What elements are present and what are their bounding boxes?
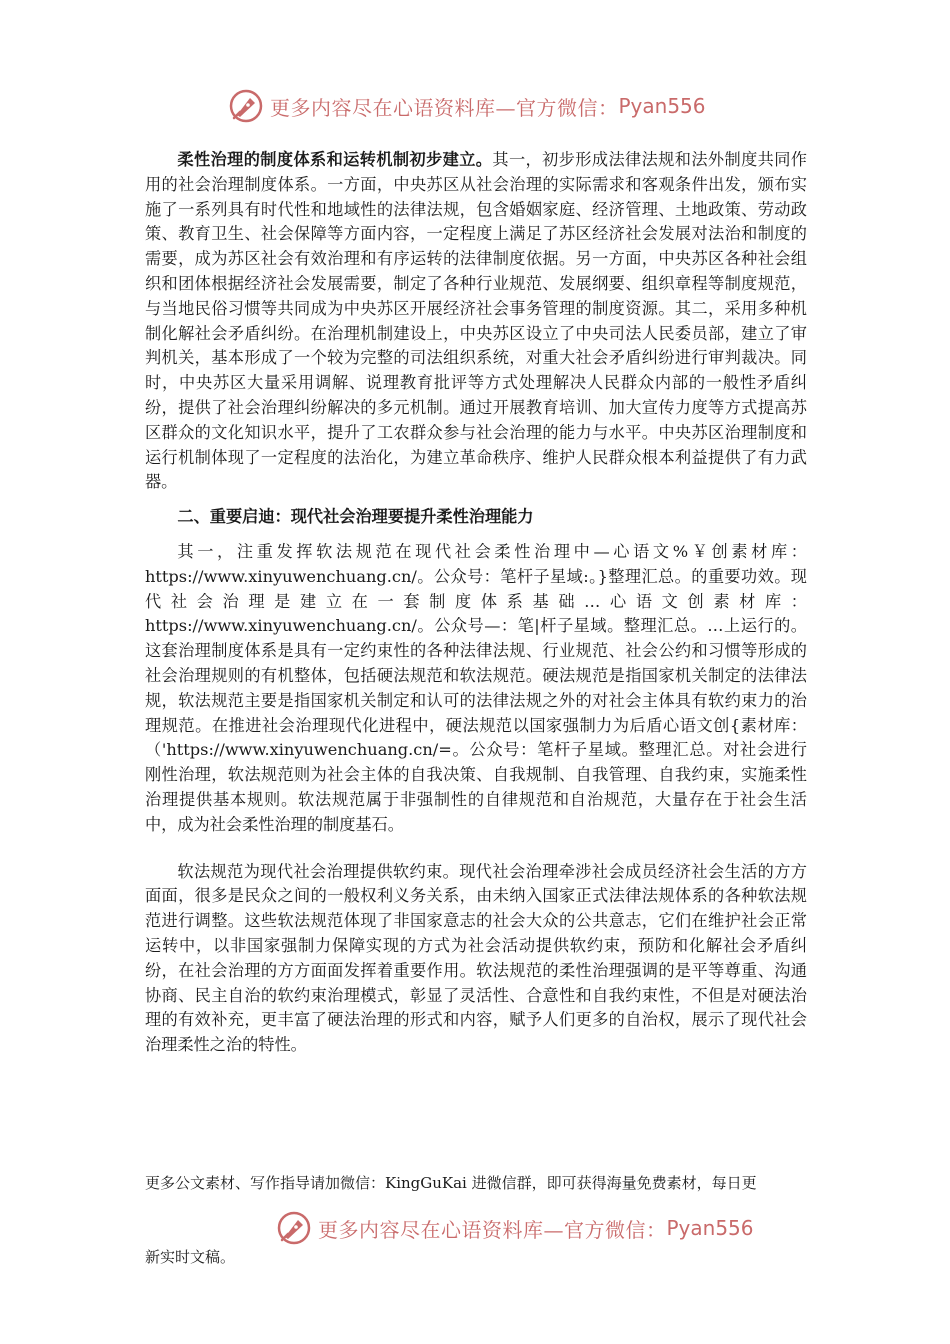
section-heading-2: 二、重要启迪：现代社会治理要提升柔性治理能力 [177,507,534,527]
header-watermark-banner [228,86,706,126]
banner-text: 更多内容尽在心语资料库—官方微信： [318,1217,667,1242]
footer-watermark-banner [276,1208,754,1248]
footer-note-line-2: 新实时文稿。 [145,1248,236,1266]
pen-nib-logo-icon [276,1210,312,1246]
paragraph-1 [145,148,807,495]
paragraph-1-bold-lead: 柔性治理的制度体系和运转机制初步建立。 [177,150,493,169]
paragraph-3: 软法规范为现代社会治理提供软约束。现代社会治理牵涉社会成员经济社会生活的方方面面，很多是民众之间的一般权利义务关系，由未纳入国家正式法律法规体系的各种软法规范进行调整。这些软法规范体现了非国家意志的社会大众的公共意志，它们在维护社会正常运转中，以非国家强制力保障实现的方式为社会活动提供软约束，预防和化解社会矛盾纠纷，在社会治理的方方面面发挥着重要作用。软法规范的柔性治理强调的是平等尊重、沟通协商、民主自治的软约束治理模式，彰显了灵活性、合意性和自我约束性，不但是对硬法治理的有效补充，更丰富了硬法治理的形式和内容，赋予人们更多的自治权，展示了现代社会治理柔性之治的特性。 [145,861,807,1055]
pen-nib-logo-icon [228,88,264,124]
banner-wechat-id: Pyan556 [666,1216,754,1240]
footer-note-line-1: 更多公文素材、写作指导请加微信：KingGuKai 进微信群，即可获得海量免费素材，每日更 [145,1174,757,1192]
paragraph-1-text: 其一，初步形成法律法规和法外制度共同作用的社会治理制度体系。一方面，中央苏区从社会治理的实际需求和客观条件出发，颁布实施了一系列具有时代性和地域性的法律法规，包含婚姻家庭、经济管理、土地政策、劳动政策、教育卫生、社会保障等方面内容，一定程度上满足了苏区经济社会发展对法治和制度的需要，成为苏区社会有效治理和有序运转的法律制度依据。另一方面，中央苏区各种社会组织和团体根据经济社会发展需要，制定了各种行业规范、发展纲要、组织章程等制度规范，与当地民俗习惯等共同成为中央苏区开展经济社会事务管理的制度资源。其二，采用多种机制化解社会矛盾纠纷。在治理机制建设上，中央苏区设立了中央司法人民委员部，建立了审判机关，基本形成了一个较为完整的司法组织系统，对重大社会矛盾纠纷进行审判裁决。同时，中央苏区大量采用调解、说理教育批评等方式处理解决人民群众内部的一般性矛盾纠纷，提供了社会治理纠纷解决的多元机制。通过开展教育培训、加大宣传力度等方式提高苏区群众的文化知识水平，提升了工农群众参与社会治理的能力与水平。中央苏区治理制度和运行机制体现了一定程度的法治化，为建立革命秩序、维护人民群众根本利益提供了有力武器。 [145,150,807,492]
paragraph-2: 其一，注重发挥软法规范在现代社会柔性治理中—心语文%￥创素材库：https://www.xinyuwenchuang.cn/。公众号：笔杆子星域:。}整理汇总。的重要功效。现代社会治理是建立在一套制度体系基础…心语文创素材库：https://www.xinyuwenchuang.cn/。公众号—：笔|杆子星域。整理汇总。…上运行的。这套治理制度体系是具有一定约束性的各种法律法规、行业规范、社会公约和习惯等形成的社会治理规则的有机整体，包括硬法规范和软法规范。硬法规范是指国家机关制定的法律法规，软法规范主要是指国家机关制定和认可的法律法规之外的对社会主体具有软约束力的治理规范。在推进社会治理现代化进程中，硬法规范以国家强制力为后盾心语文创{素材库：（'https://www.xinyuwenchuang.cn/=。公众号：笔杆子星域。整理汇总。对社会进行刚性治理，软法规范则为社会主体的自我决策、自我规制、自我管理、自我约束，实施柔性治理提供基本规则。软法规范属于非强制性的自律规范和自治规范，大量存在于社会生活中，成为社会柔性治理的制度基石。 [145,541,807,834]
document-body [145,148,807,1058]
banner-text: 更多内容尽在心语资料库—官方微信： [270,95,619,120]
banner-wechat-id: Pyan556 [618,94,706,118]
